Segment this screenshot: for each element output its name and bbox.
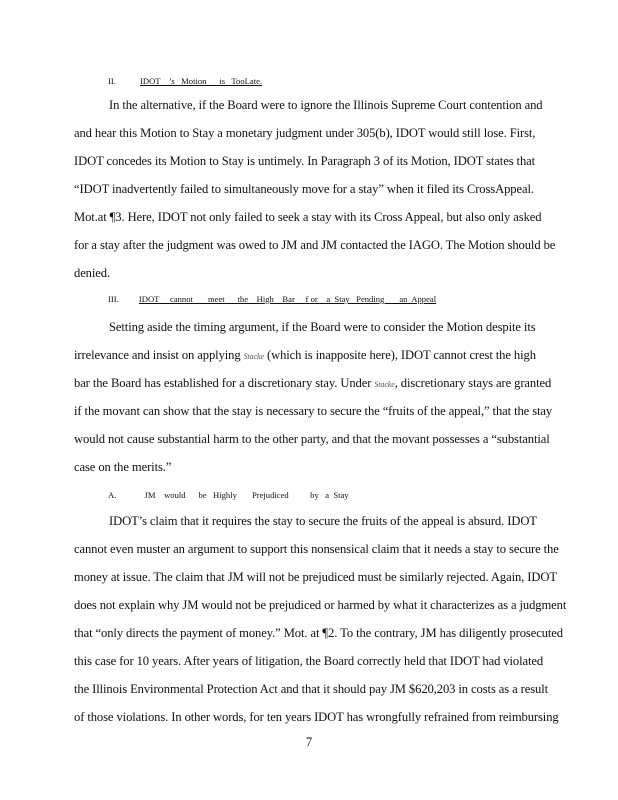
paragraph-line: does not explain why JM would not be prejudiced or harmed by what it characterizes as a judgment xyxy=(74,598,567,612)
line-text: irrelevance and insist on applying xyxy=(74,348,241,362)
section-heading-iii xyxy=(108,294,436,304)
line-text: (which is inapposite here), IDOT cannot crest the high xyxy=(266,348,536,362)
paragraph-line: IDOT concedes its Motion to Stay is untimely. In Paragraph 3 of its Motion, IDOT states that xyxy=(74,154,536,168)
paragraph-line: denied. xyxy=(74,266,111,280)
section-number: II. xyxy=(108,76,116,86)
paragraph-line: “IDOT inadvertently failed to simultaneously move for a stay” when it filed its CrossAppeal. xyxy=(74,182,534,196)
paragraph-line xyxy=(74,348,602,363)
paragraph-line: In the alternative, if the Board were to ignore the Illinois Supreme Court contention and xyxy=(109,98,543,112)
paragraph-line: Mot.at ¶3. Here, IDOT not only failed to seek a stay with its Cross Appeal, but also only asked xyxy=(74,210,542,224)
paragraph-line: case on the merits.” xyxy=(74,460,172,474)
section-heading-ii xyxy=(108,76,262,86)
paragraph-line: Setting aside the timing argument, if the Board were to consider the Motion despite its xyxy=(109,320,536,334)
paragraph-line: of those violations. In other words, for ten years IDOT has wrongfully refrained from reimbursing xyxy=(74,710,559,724)
paragraph-line: the Illinois Environmental Protection Act and that it should pay JM $620,203 in costs as a result xyxy=(74,682,549,696)
case-citation: Stacke xyxy=(243,352,264,361)
section-number: A. xyxy=(108,490,117,500)
paragraph-line: that “only directs the payment of money.” Mot. at ¶2. To the contrary, JM has diligently prosecuted xyxy=(74,626,563,640)
section-title: JM would be Highly Prejudiced by a Stay xyxy=(144,490,349,500)
case-citation: Stacke xyxy=(374,380,395,389)
subsection-heading-a xyxy=(108,490,349,500)
line-text: , discretionary stays are granted xyxy=(394,376,552,390)
paragraph-line: would not cause substantial harm to the other party, and that the movant possesses a “substantial xyxy=(74,432,550,446)
paragraph-line: this case for 10 years. After years of litigation, the Board correctly held that IDOT had violated xyxy=(74,654,544,668)
paragraph-line: if the movant can show that the stay is necessary to secure the “fruits of the appeal,” that the stay xyxy=(74,404,553,418)
paragraph-line: for a stay after the judgment was owed to JM and JM contacted the IAGO. The Motion should be xyxy=(74,238,556,252)
section-title: IDOT ’s Motion is TooLate. xyxy=(140,76,263,86)
section-number: III. xyxy=(108,294,119,304)
paragraph-line xyxy=(74,376,602,391)
section-title: IDOT cannot meet the High Bar f or a Stay Pending an Appeal xyxy=(138,294,437,304)
paragraph-line: money at issue. The claim that JM will not be prejudiced must be similarly rejected. Again, IDOT xyxy=(74,570,557,584)
paragraph-line: and hear this Motion to Stay a monetary judgment under 305(b), IDOT would still lose. First, xyxy=(74,126,536,140)
line-text: bar the Board has established for a discretionary stay. Under xyxy=(74,376,372,390)
paragraph-line: cannot even muster an argument to support this nonsensical claim that it needs a stay to secure the xyxy=(74,542,559,556)
page-number: 7 xyxy=(305,735,313,749)
paragraph-line: IDOT’s claim that it requires the stay to secure the fruits of the appeal is absurd. IDOT xyxy=(109,514,537,528)
